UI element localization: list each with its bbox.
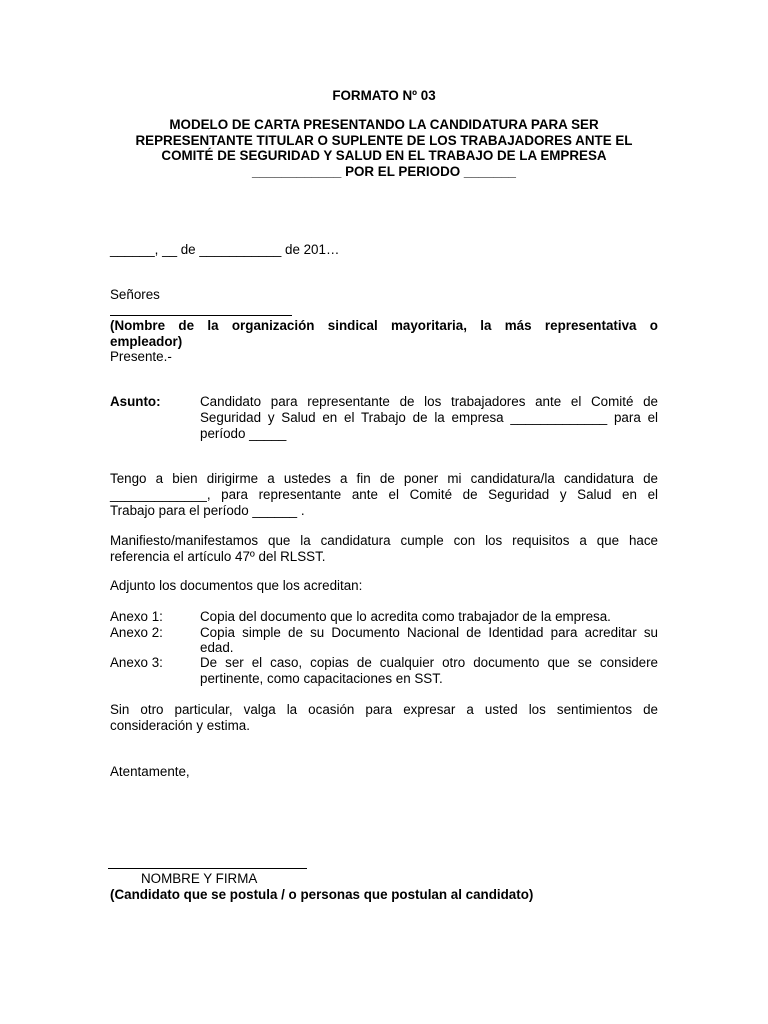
signature-caption: (Candidato que se postula / o personas que postulan al candidato)	[110, 887, 534, 902]
signature-name-label: NOMBRE Y FIRMA	[141, 871, 258, 886]
closing-line-2: consideración y estima.	[110, 718, 250, 733]
intro-line-3: Trabajo para el período ______ .	[110, 503, 305, 518]
subject-label: Asunto:	[110, 394, 161, 409]
annex-2-text-line-1: Copia simple de su Documento Nacional de Identidad para acreditar su	[200, 625, 658, 640]
annex-3-text-line-2: pertinente, como capacitaciones en SST.	[200, 671, 443, 686]
intro-line-2: _____________, para representante ante el Comité de Seguridad y Salud en el	[110, 487, 658, 502]
subject-line-2: Seguridad y Salud en el Trabajo de la empresa _____________ para el	[200, 410, 658, 425]
organization-line-2: empleador)	[110, 333, 183, 349]
closing-line-1: Sin otro particular, valga la ocasión para expresar a usted los sentimientos de	[110, 702, 658, 717]
date-line: ______, __ de ___________ de 201…	[110, 242, 340, 257]
annex-1-label: Anexo 1:	[110, 609, 163, 624]
annex-3-label: Anexo 3:	[110, 655, 163, 670]
organization-line-1: (Nombre de la organización sindical mayoritaria, la más representativa o	[110, 318, 658, 333]
model-title-line-4: ____________ POR EL PERIODO _______	[251, 163, 517, 179]
annex-2-label: Anexo 2:	[110, 625, 163, 640]
requirements-line-2: referencia el artículo 47º del RLSST.	[110, 549, 326, 564]
attachments-intro: Adjunto los documentos que los acreditan:	[110, 578, 363, 593]
subject-line-1: Candidato para representante de los trabajadores ante el Comité de	[200, 394, 658, 409]
model-title-line-2: REPRESENTANTE TITULAR O SUPLENTE DE LOS TRABAJADORES ANTE EL	[135, 132, 633, 148]
model-title-line-1: MODELO DE CARTA PRESENTANDO LA CANDIDATURA PARA SER	[169, 117, 599, 132]
subject-line-3: período _____	[200, 426, 287, 441]
signature-line	[108, 868, 307, 869]
salutation: Señores	[110, 287, 160, 302]
intro-line-1: Tengo a bien dirigirme a ustedes a fin de poner mi candidatura/la candidatura de	[110, 471, 658, 486]
model-title-line-3: COMITÉ DE SEGURIDAD Y SALUD EN EL TRABAJO DE LA EMPRESA	[161, 148, 607, 163]
annex-1-text: Copia del documento que lo acredita como trabajador de la empresa.	[200, 609, 611, 624]
presente-line: Presente.-	[110, 349, 172, 364]
annex-2-text-line-2: edad.	[200, 640, 234, 655]
requirements-line-1: Manifiesto/manifestamos que la candidatura cumple con los requisitos a que hace	[110, 533, 658, 548]
format-title: FORMATO Nº 03	[332, 88, 436, 103]
annex-3-text-line-1: De ser el caso, copias de cualquier otro documento que se considere	[200, 655, 658, 670]
farewell: Atentamente,	[110, 764, 190, 779]
recipient-blank-line	[110, 315, 292, 316]
